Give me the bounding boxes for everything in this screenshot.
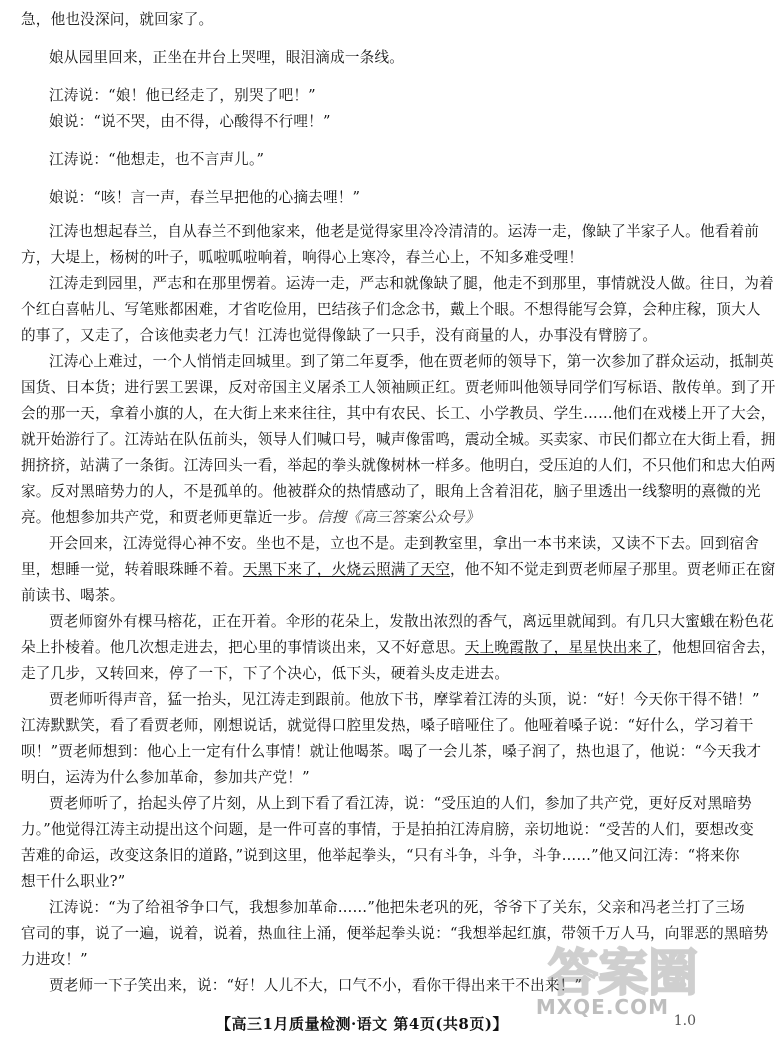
- paragraph: 娘说：“说不哭，由不得，心酸得不行哩！”: [49, 113, 331, 130]
- text-line: [21, 557, 776, 583]
- footer-side-mark: 1.0: [673, 1013, 696, 1029]
- paragraph: 贾老师听了，抬起头停了片刻，从上到下看了看江涛，说：“受压迫的人们，参加了共产党，更好反对黑暗势: [49, 795, 752, 812]
- text-span: 里，想睡一觉，转着眼珠睡不着。: [21, 561, 243, 578]
- paragraph: 贾老师听得声音，猛一抬头，见江涛走到跟前。他放下书，摩挲着江涛的头顶，说：“好！今天你干得不错！”: [49, 691, 760, 708]
- text-line: [21, 635, 776, 661]
- underlined-sentence: 天黑下来了，火烧云照满了天空: [242, 561, 451, 578]
- watermark-logo-text: 答案圈: [548, 944, 698, 1002]
- paragraph: 江涛也想起春兰，自从春兰不到他家来，他老是觉得家里冷冷清清的。运涛一走，像缺了半家子人。他看着前: [49, 223, 760, 240]
- article-body: [21, 7, 776, 999]
- text-line: 呗！”贾老师想到：他心上一定有什么事情！就让他喝茶。喝了一会儿茶，嗓子润了，热也退了，他说：“今天我才: [21, 743, 762, 760]
- text-line: 的事了，又走了，合该他卖老力气！江涛也觉得像缺了一只手，没有商量的人，办事没有臂膀了。: [21, 327, 658, 344]
- text-span: ，他不知不觉走到贾老师屋子那里。贾老师正在窗: [450, 561, 776, 578]
- text-line: 官司的事，说了一遍，说着，说着，热血往上涌，便举起拳头说：“我想举起红旗，带领千万人马，向罪恶的黑暗势: [21, 925, 769, 942]
- text-line: 力。”他觉得江涛主动提出这个问题，是一件可喜的事情，于是拍拍江涛肩膀，亲切地说：“受苦的人们，要想改变: [21, 821, 754, 838]
- paragraph: 江涛走到园里，严志和在那里愣着。运涛一走，严志和就像缺了腿，他走不到那里，事情就没人做。往日，为着: [49, 275, 774, 292]
- text-line: 个红白喜帖儿、写笔账都困难，才省吃俭用，巴结孩子们念念书，戴上个眼。不想得能写会算，会种庄稼，顶大人: [21, 301, 761, 318]
- text-span: 朵上扑棱着。他几次想走进去，把心里的事情谈出来，又不好意思。: [21, 639, 465, 656]
- text-line: 急，他也没深问，就回家了。: [21, 11, 214, 28]
- text-line: 国货、日本货；进行罢工罢课，反对帝国主义屠杀工人领袖顾正红。贾老师叫他领导同学们写标语、散传单。到了开: [21, 379, 776, 396]
- text-line: 拥挤挤，站满了一条街。江涛回头一看，举起的拳头就像树林一样多。他明白，受压迫的人们，不只他们和忠大伯两: [21, 457, 776, 474]
- page-footer: 【高三1月质量检测·语文 第4页(共8页)】: [216, 1015, 508, 1033]
- text-line: 方，大堤上，杨树的叶子，呱啦呱啦响着，响得心上寒冷，春兰心上，不知多难受哩！: [21, 249, 584, 266]
- paragraph: 江涛心上难过，一个人悄悄走回城里。到了第二年夏季，他在贾老师的领导下，第一次参加了群众运动，抵制英: [49, 353, 774, 370]
- paragraph: 开会回来，江涛觉得心神不安。坐也不是，立也不是。走到教室里，拿出一本书来读，又读不下去。回到宿舍: [49, 535, 760, 552]
- text-line: 就开始游行了。江涛站在队伍前头，领导人们喊口号，喊声像雷鸣，震动全城。买卖家、市民们都立在大街上看，拥: [21, 431, 776, 448]
- text-line: 想干什么职业?”: [21, 873, 126, 890]
- paragraph: 江涛说：“为了给祖爷争口气，我想参加革命……”他把朱老巩的死，爷爷下了关东，父亲和冯老兰打了三场: [49, 899, 745, 916]
- text-line: 家。反对黑暗势力的人，不是孤单的。他被群众的热情感动了，眼角上含着泪花，脑子里透出一线黎明的熹微的光: [21, 483, 761, 500]
- watermark-site-text: MXQE.COM: [535, 995, 669, 1019]
- paragraph: 江涛说：“他想走，也不言声儿。”: [49, 151, 265, 168]
- text-span: ，他想回宿舍去，: [657, 639, 776, 656]
- text-span: 亮。他想参加共产党，和贾老师更靠近一步。: [21, 509, 317, 526]
- underlined-sentence: 天上晚霞散了，星星快出来了: [464, 639, 658, 656]
- text-line: 会的那一天，拿着小旗的人，在大街上来来往往，其中有农民、长工、小学教员、学生……他们在戏楼上开了大会，: [21, 405, 776, 422]
- paragraph: 娘从园里回来，正坐在井台上哭哩，眼泪滴成一条线。: [49, 49, 405, 66]
- text-line: 明白，运涛为什么参加革命，参加共产党！”: [21, 769, 310, 786]
- paragraph: 江涛说：“娘！他已经走了，别哭了吧！”: [49, 87, 316, 104]
- text-line: 走了几步，又转回来，停了一下，下了个决心，低下头，硬着头皮走进去。: [21, 665, 510, 682]
- text-line: 苦难的命运，改变这条旧的道路，”说到这里，他举起拳头，“只有斗争，斗争，斗争……”他又问江涛：“将来你: [21, 847, 740, 864]
- text-line: 力进攻！”: [21, 951, 88, 968]
- paragraph: 贾老师一下子笑出来，说：“好！人儿不大，口气不小，看你干得出来干不出来！”: [49, 977, 583, 994]
- paragraph: 贾老师窗外有棵马榕花，正在开着。伞形的花朵上，发散出浓烈的香气，离远里就闻到。有几只大蜜蛾在粉色花: [49, 613, 774, 630]
- paragraph: 娘说：“咳！言一声，春兰早把他的心摘去哩！”: [49, 189, 361, 206]
- watermark-inline-text: 信搜《高三答案公众号》: [316, 509, 480, 526]
- text-line: 江涛默默笑，看了看贾老师，刚想说话，就觉得口腔里发热，嗓子暗哑住了。他哑着嗓子说：“好什么，学习着干: [21, 717, 754, 734]
- text-line: [21, 505, 707, 531]
- text-line: 前读书、喝茶。: [21, 587, 125, 604]
